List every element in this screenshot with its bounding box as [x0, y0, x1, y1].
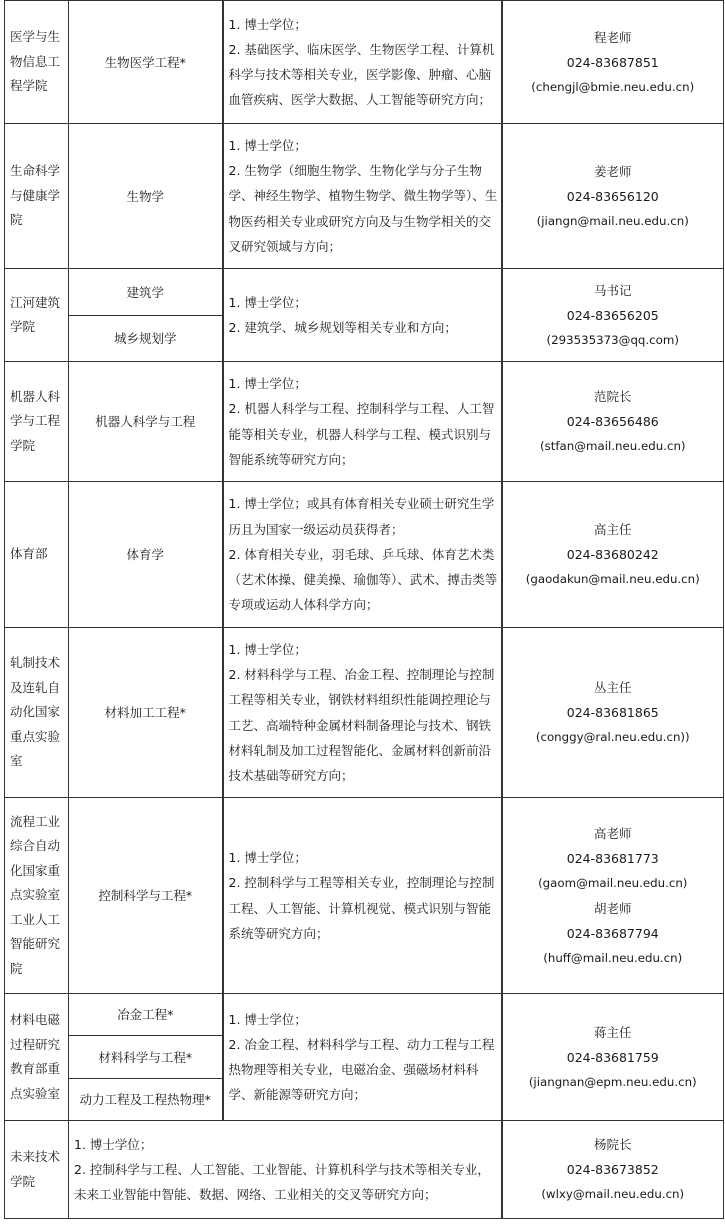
contact-cell [502, 124, 724, 269]
table-row [5, 1121, 724, 1219]
major-cell: 建筑学 [69, 269, 223, 316]
contact-email: (jiangnan@epm.neu.edu.cn) [528, 1074, 697, 1089]
contact-phone: 024-83656120 [566, 188, 659, 204]
requirement-line: 1. 博士学位； [228, 641, 307, 657]
table-row [5, 1, 724, 124]
contact-email: (gaom@mail.neu.edu.cn) [538, 875, 688, 890]
requirement-line: 2. 冶金工程、材料科学与工程、动力工程与工程热物理等相关专业，电磁冶金、强磁场材料科学、新能源等研究方向； [228, 1036, 495, 1103]
contact-phone: 024-83681865 [566, 705, 659, 720]
requirement-line: 1. 博士学位； [228, 1011, 307, 1027]
recruitment-table [4, 0, 724, 1219]
college-cell: 轧制技术及连轧自动化国家重点实验室 [5, 628, 69, 798]
table-row [5, 994, 724, 1036]
contact-cell [502, 1, 724, 124]
contact-name: 胡老师 [593, 900, 632, 916]
major-cell: 机器人科学与工程 [69, 362, 223, 482]
contact-phone: 024-83673852 [566, 1162, 659, 1177]
contact-phone: 024-83656486 [566, 414, 659, 429]
major-cell: 材料科学与工程* [69, 1036, 223, 1079]
contact-cell [502, 628, 724, 798]
requirement-line: 1. 博士学位； [228, 16, 307, 32]
contact-cell [502, 269, 724, 362]
contact-phone: 024-83681759 [566, 1049, 659, 1065]
major-cell: 动力工程及工程热物理* [69, 1079, 223, 1121]
major-cell: 控制科学与工程* [69, 798, 223, 994]
major-cell: 体育学 [69, 482, 223, 628]
contact-name: 丛主任 [593, 680, 632, 695]
college-cell: 体育部 [5, 482, 69, 628]
contact-cell [502, 994, 724, 1121]
contact-email: (wlxy@mail.neu.edu.cn) [541, 1187, 685, 1201]
contact-name: 姜老师 [593, 163, 632, 179]
requirement-line: 2. 基础医学、临床医学、生物医学工程、计算机科学与技术等相关专业，医学影像、肿瘤、心脑血管疾病、医学大数据、人工智能等研究方向； [228, 41, 495, 108]
contact-email: (gaodakun@mail.neu.edu.cn) [525, 572, 700, 586]
contact-phone: 024-83687794 [566, 925, 659, 941]
requirement-line: 2. 生物学（细胞生物学、生物化学与分子生物学、神经生物学、植物生物学、微生物学等）、生物医药相关专业或研究方向及与生物学相关的交叉研究领域与方向； [228, 163, 498, 254]
requirements-cell [223, 362, 502, 482]
contact-email: (conggy@ral.neu.edu.cn)) [535, 730, 690, 744]
requirement-line: 2. 材料科学与工程、冶金工程、控制理论与控制工程等相关专业，钢铁材料组织性能调控理论与工艺、高端特种金属材料制备理论与技术、钢铁材料轧制及加工过程智能化、金属材料创新前沿技术基础等研究方向； [228, 667, 495, 783]
requirement-line: 2. 建筑学、城乡规划等相关专业和方向； [228, 320, 457, 335]
requirements-cell [223, 994, 502, 1121]
contact-phone: 024-83680242 [566, 547, 659, 562]
major-cell: 生物学 [69, 124, 223, 269]
contact-phone: 024-83656205 [566, 307, 659, 323]
requirements-cell [223, 798, 502, 994]
major-cell: 冶金工程* [69, 994, 223, 1036]
contact-phone: 024-83681773 [566, 850, 659, 866]
requirements-cell [223, 482, 502, 628]
contact-cell [502, 798, 724, 994]
table-row [5, 124, 724, 269]
major-cell: 生物医学工程* [69, 1, 223, 124]
contact-name: 范院长 [593, 389, 632, 404]
contact-name: 高老师 [593, 825, 632, 841]
contact-email: (jiangn@mail.neu.edu.cn) [536, 213, 689, 228]
contact-name: 高主任 [593, 522, 632, 537]
college-cell: 未来技术学院 [5, 1121, 69, 1219]
contact-cell [502, 1121, 724, 1219]
requirement-line: 2. 体育相关专业，羽毛球、乒乓球、体育艺术类（艺术体操、健美操、瑜伽等）、武术、搏击类等专项或运动人体科学方向； [228, 546, 498, 613]
college-cell: 江河建筑学院 [5, 269, 69, 362]
table-row [5, 628, 724, 798]
contact-name: 程老师 [593, 29, 632, 45]
contact-email: (huff@mail.neu.edu.cn) [543, 950, 683, 965]
requirement-line: 2. 机器人科学与工程、控制科学与工程、人工智能等相关专业，机器人科学与工程、模式识别与智能系统等研究方向； [228, 401, 495, 467]
requirement-line: 2. 控制科学与工程等相关专业，控制理论与控制工程、人工智能、计算机视觉、模式识别与智能系统等研究方向； [228, 875, 495, 941]
requirement-line: 2. 控制科学与工程、人工智能、工业智能、计算机科学与技术等相关专业，未来工业智能中智能、数据、网络、工业相关的交叉等研究方向； [74, 1161, 490, 1203]
contact-name: 杨院长 [593, 1137, 632, 1152]
requirements-cell [223, 124, 502, 269]
contact-email: (293535373@qq.com) [546, 332, 679, 347]
requirement-line: 1. 博士学位； [74, 1136, 153, 1152]
requirement-line: 1. 博士学位； [228, 137, 307, 153]
college-cell: 生命科学与健康学院 [5, 124, 69, 269]
requirement-line: 1. 博士学位； [228, 294, 307, 310]
college-cell: 医学与生物信息工程学院 [5, 1, 69, 124]
table-row [5, 798, 724, 994]
contact-name: 蒋主任 [593, 1024, 632, 1040]
contact-email: (stfan@mail.neu.edu.cn) [539, 439, 686, 453]
college-cell: 机器人科学与工程学院 [5, 362, 69, 482]
table-row [5, 482, 724, 628]
table-row [5, 269, 724, 316]
contact-email: (chengjl@bmie.neu.edu.cn) [531, 79, 695, 94]
college-cell: 流程工业综合自动化国家重点实验室工业人工智能研究院 [5, 798, 69, 994]
requirements-cell [69, 1121, 502, 1219]
requirements-cell [223, 628, 502, 798]
requirement-line: 1. 博士学位； [228, 850, 307, 866]
requirement-line: 1. 博士学位；或具有体育相关专业硕士研究生学历且为国家一级运动员获得者； [228, 496, 495, 537]
requirements-cell [223, 269, 502, 362]
major-cell: 材料加工工程* [69, 628, 223, 798]
contact-phone: 024-83687851 [566, 54, 659, 70]
contact-name: 马书记 [593, 282, 632, 298]
requirement-line: 1. 博士学位； [228, 376, 307, 392]
major-cell: 城乡规划学 [69, 316, 223, 362]
contact-cell [502, 482, 724, 628]
requirements-cell [223, 1, 502, 124]
contact-cell [502, 362, 724, 482]
table-row [5, 362, 724, 482]
college-cell: 材料电磁过程研究教育部重点实验室 [5, 994, 69, 1121]
